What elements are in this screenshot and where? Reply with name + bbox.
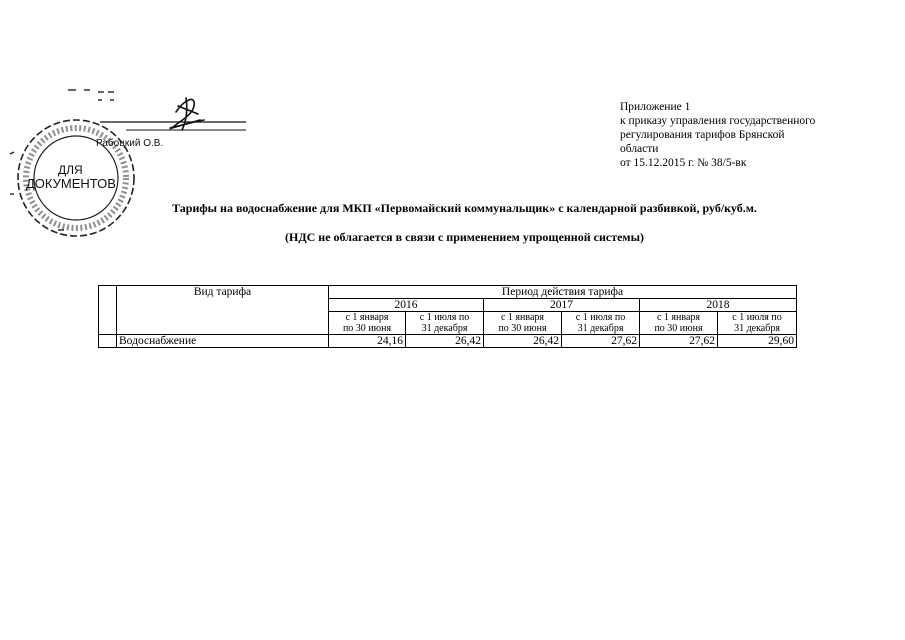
header-index-cell — [99, 286, 117, 335]
table-header-row — [99, 286, 797, 299]
table-row — [99, 335, 797, 348]
period-line: по 30 июня — [654, 323, 703, 334]
document-title — [0, 201, 905, 216]
signature — [170, 98, 204, 130]
row-value: 29,60 — [718, 335, 797, 348]
header-year: 2016 — [329, 299, 484, 312]
period-line: 31 декабря — [734, 323, 780, 334]
header-year: 2018 — [640, 299, 797, 312]
header-period-cell — [406, 312, 484, 335]
period-line: с 1 января — [500, 312, 545, 323]
stamp-top-dashes — [68, 90, 114, 100]
header-period-cell — [329, 312, 406, 335]
row-value: 24,16 — [329, 335, 406, 348]
header-period-cell — [718, 312, 797, 335]
approval-stamp — [0, 70, 260, 245]
vat-note — [0, 230, 905, 245]
row-value: 26,42 — [406, 335, 484, 348]
appendix-line: от 15.12.2015 г. № 38/5-вк — [620, 157, 747, 169]
row-value: 27,62 — [562, 335, 640, 348]
appendix-line: области — [620, 143, 659, 155]
row-value: 26,42 — [484, 335, 562, 348]
period-line: с 1 января — [345, 312, 389, 323]
period-line: с 1 июля по — [575, 312, 626, 323]
period-line: по 30 июня — [498, 323, 547, 334]
appendix-line: регулирования тарифов Брянской — [620, 129, 785, 141]
period-line: 31 декабря — [421, 323, 468, 334]
tariff-table — [98, 285, 797, 348]
vat-note-text: (НДС не облагается в связи с применением упрощенной системы) — [285, 230, 644, 244]
header-tariff-type: Вид тарифа — [117, 286, 329, 335]
header-year: 2017 — [484, 299, 640, 312]
row-index-cell — [99, 335, 117, 348]
appendix-line: к приказу управления государственного — [620, 115, 816, 127]
period-line: с 1 июля по — [419, 312, 470, 323]
period-line: с 1 января — [656, 312, 701, 323]
svg-text:Рабоцкий О.В.: Рабоцкий О.В. — [96, 138, 164, 149]
appendix-note — [620, 100, 850, 170]
header-period-cell — [562, 312, 640, 335]
row-tariff-name: Водоснабжение — [117, 335, 329, 348]
header-period-cell — [640, 312, 718, 335]
appendix-line: Приложение 1 — [620, 101, 691, 113]
svg-text:ДОКУМЕНТОВ: ДОКУМЕНТОВ — [26, 176, 116, 191]
row-value: 27,62 — [640, 335, 718, 348]
period-line: с 1 июля по — [732, 312, 782, 323]
header-period-cell — [484, 312, 562, 335]
period-line: по 30 июня — [342, 323, 392, 334]
period-line: 31 декабря — [577, 323, 624, 334]
svg-text:ДЛЯ: ДЛЯ — [58, 163, 83, 177]
header-period: Период действия тарифа — [329, 286, 797, 299]
document-title-text: Тарифы на водоснабжение для МКП «Первомайский коммунальщик» с календарной разбивкой, руб/куб.м. — [172, 201, 757, 215]
